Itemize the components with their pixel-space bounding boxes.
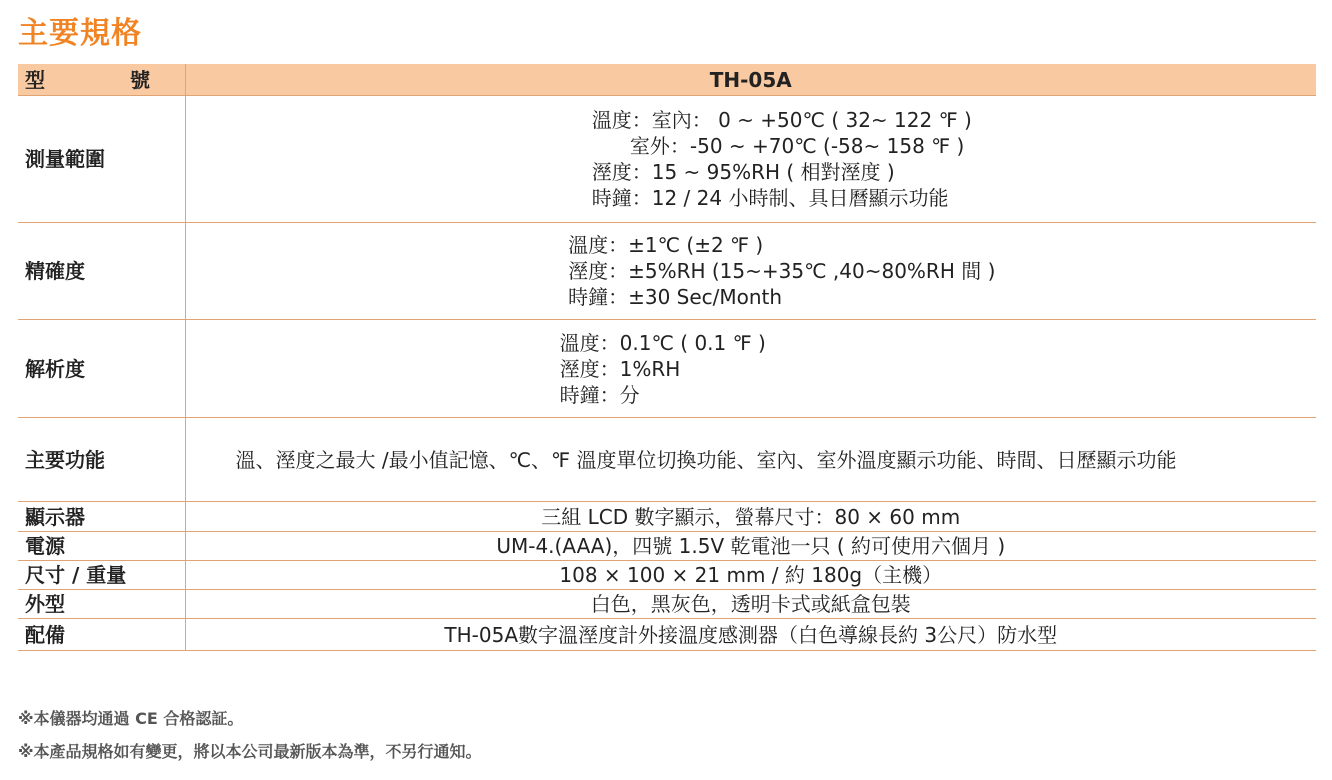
row-label-accessory: 配備 [18, 619, 185, 651]
row-label-display: 顯示器 [18, 502, 185, 532]
model-number: TH-05A [185, 64, 1316, 96]
table-row-accuracy [18, 223, 1316, 320]
row-value-power: UM-4.(AAA)，四號 1.5V 乾電池一只 ( 約可使用六個月 ) [185, 532, 1316, 561]
row-label-appearance: 外型 [18, 590, 185, 619]
table-row-range [18, 96, 1316, 223]
header-label-b: 號 [130, 67, 150, 92]
note-changes: ※本產品規格如有變更，將以本公司最新版本為準，不另行通知。 [18, 742, 482, 761]
resolution-line-1: 溫度：0.1℃ ( 0.1 ℉ ) [559, 330, 766, 355]
row-label-functions: 主要功能 [18, 418, 185, 502]
row-label-range: 測量範圍 [18, 96, 185, 223]
range-line-3: 溼度：15 ~ 95%RH ( 相對溼度 ) [591, 160, 895, 184]
accuracy-line-2: 溼度：±5%RH (15~+35℃ ,40~80%RH 間 ) [568, 259, 996, 283]
row-label-power: 電源 [18, 532, 185, 561]
resolution-line-2: 溼度：1%RH [559, 356, 681, 381]
row-value-appearance: 白色，黑灰色，透明卡式或紙盒包裝 [185, 590, 1316, 619]
spec-table [18, 64, 1316, 651]
accuracy-line-3: 時鐘：±30 Sec/Month [568, 285, 783, 309]
row-value-size: 108 × 100 × 21 mm / 約 180g（主機） [185, 561, 1316, 590]
row-value-functions [185, 418, 1316, 502]
row-value-range [185, 96, 1316, 223]
row-value-accuracy [185, 223, 1316, 320]
table-row-appearance [18, 590, 1316, 619]
functions-text: 溫、溼度之最大 /最小值記憶、℃、℉ 溫度單位切換功能、室內、室外溫度顯示功能、時間、日歷顯示功能 [235, 447, 1177, 472]
note-ce: ※本儀器均通過 CE 合格認証。 [18, 709, 244, 728]
table-row-power [18, 532, 1316, 561]
range-line-1: 溫度：室內： 0 ~ +50℃ ( 32~ 122 ℉ ) [591, 108, 972, 132]
table-row-size [18, 561, 1316, 590]
table-row-accessory [18, 619, 1316, 651]
page-title: 主要規格 [18, 16, 142, 51]
table-header-row [18, 64, 1316, 96]
accuracy-line-1: 溫度：±1℃ (±2 ℉ ) [568, 233, 764, 257]
row-value-resolution [185, 320, 1316, 418]
resolution-line-3: 時鐘：分 [559, 382, 640, 407]
range-line-4: 時鐘：12 / 24 小時制、具日曆顯示功能 [591, 186, 949, 210]
header-label [18, 64, 185, 96]
row-label-accuracy: 精確度 [18, 223, 185, 320]
range-line-2: 室外：-50 ~ +70℃ (-58~ 158 ℉ ) [591, 134, 965, 158]
row-label-size: 尺寸 / 重量 [18, 561, 185, 590]
row-label-resolution: 解析度 [18, 320, 185, 418]
header-label-a: 型 [25, 67, 45, 92]
row-value-display: 三組 LCD 數字顯示，螢幕尺寸：80 × 60 mm [185, 502, 1316, 532]
table-row-functions [18, 418, 1316, 502]
table-row-resolution [18, 320, 1316, 418]
table-row-display [18, 502, 1316, 532]
row-value-accessory: TH-05A數字溫溼度計外接溫度感測器（白色導線長約 3公尺）防水型 [185, 619, 1316, 651]
